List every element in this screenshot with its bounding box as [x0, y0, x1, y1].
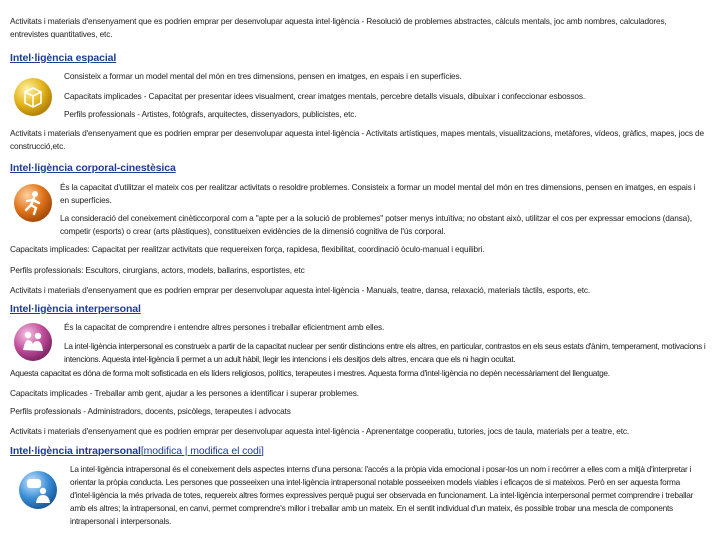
people-hug-icon — [13, 322, 53, 362]
spatial-skills: Capacitats implicades - Capacitat per presentar idees visualment, crear imatges mentals, percebre detalls visuals, dibuixar i confeccionar esbossos. — [64, 91, 586, 101]
interpersonal-profiles: Perfils professionals - Administradors, docents, psicòlegs, terapeutes i advocats — [10, 406, 291, 416]
interpersonal-heading[interactable]: Intel·ligència interpersonal — [10, 303, 141, 315]
intrapersonal-title[interactable]: Intel·ligència intrapersonal — [10, 445, 141, 457]
intrapersonal-description: La intel·ligència intrapersonal és el coneixement dels aspectes interns d'una persona: l'accés a la pròpia vida emocional i posar-los un nom i recórrer a elles com a mitjà d'interpretar i orientar la pròpia conducta. Les persones que posseeixen una intel·ligència intrapersonal notable posseeixen models viables i eficaços de si mateixos. Però en ser aquesta forma d'intel·ligència la més privada de totes, requereix altres formes expressives perquè pugui ser observada en funcionament. La intel·ligència interpersonal permet comprendre i treballar amb els altres; la intrapersonal, en canvi, permet comprendre's millor i treballar amb un mateix. En el sentit individual d'un mateix, és possible trobar una mescla de components intrapersonal i interpersonals. — [70, 464, 694, 526]
edit-source-link[interactable]: modifica el codi — [190, 445, 262, 457]
spatial-heading[interactable]: Intel·ligència espacial — [10, 52, 117, 64]
edit-bracket-open: [ — [140, 445, 144, 457]
interpersonal-activities: Activitats i materials d'ensenyament que es podrien emprar per desenvolupar aquesta intel·ligència - Aprenentatge cooperatiu, tutories, jocs de taula, materials per a teatre, etc. — [10, 426, 630, 436]
kinesthetic-skills: Capacitats implicades: Capacitat per realitzar activitats que requereixen força, rapidesa, flexibilitat, coordinació òculo-manual i equilibri. — [10, 244, 485, 254]
interpersonal-description-2: La intel·ligència interpersonal es construeix a partir de la capacitat nuclear per sentir distincions entre els altres, en particular, contrastos en els seus estats d'ànim, temperament, motivacions i intencions. Aquesta intel·ligència li permet a un adult hàbil, llegir les intencions i els desitjos dels altres, encara que els ni hagin ocultat. — [64, 341, 706, 364]
edit-link[interactable]: modifica — [143, 445, 182, 457]
spatial-description: Consisteix a formar un model mental del món en tres dimensions, pensen en imatges, en espais i en superfícies. — [64, 71, 462, 81]
person-thinking-icon — [18, 470, 58, 510]
edit-bracket-close: ] — [261, 445, 264, 457]
kinesthetic-heading[interactable]: Intel·ligència corporal-cinestèsica — [10, 162, 176, 174]
kinesthetic-description: És la capacitat d'utilitzar el mateix cos per realitzar activitats o resoldre problemes. Consisteix a formar un model mental del món en tres dimensions, pensen en imatges, en espais i en superfícies. — [60, 182, 696, 205]
spatial-profiles: Perfils professionals - Artistes, fotògrafs, arquitectes, dissenyadors, publicistes, etc. — [64, 109, 357, 119]
kinesthetic-profiles: Perfils professionals: Escultors, cirurgians, actors, models, ballarins, esportistes, etc — [10, 265, 305, 275]
cube-icon — [13, 77, 53, 117]
kinesthetic-activities: Activitats i materials d'ensenyament que es podrien emprar per desenvolupar aquesta intel·ligència - Manuals, teatre, dansa, relaxació, materials tàctils, esports, etc. — [10, 285, 591, 295]
interpersonal-description: És la capacitat de comprendre i entendre altres persones i treballar eficientment amb elles. — [64, 322, 385, 332]
intrapersonal-heading — [10, 445, 264, 457]
interpersonal-skills: Capacitats implicades - Treballar amb gent, ajudar a les persones a identificar i superar problemes. — [10, 388, 359, 398]
spatial-activities: Activitats i materials d'ensenyament que es podrien emprar per desenvolupar aquesta intel·ligència - Activitats artístiques, mapes mentals, visualitzacions, metàfores, vídeos, gràfics, mapes, jocs de construcció,etc. — [10, 128, 704, 151]
kinesthetic-description-2: La consideració del coneixement cinèticcorporal com a "apte per a la solució de problemes" potser menys intuïtiva; no obstant això, utilitzar el cos per expressar emocions (dansa), competir (esports) o crear (arts plàstiques), constitueixen evidències de la dimensió cognitiva de l'ús corporal. — [60, 213, 692, 236]
interpersonal-description-3: Aquesta capacitat es dóna de forma molt sofisticada en els líders religiosos, polítics, terapeutes i mestres. Aquesta forma d'intel·ligència no depèn necessàriament del llenguatge. — [10, 368, 610, 378]
intro-activities-text: Activitats i materials d'ensenyament que es podrien emprar per desenvolupar aquesta intel·ligència - Resolució de problemes abstractes, càlculs mentals, joc amb nombres, calculadores, entrevistes quantitatives, etc. — [10, 16, 667, 39]
edit-separator: | — [181, 445, 191, 457]
running-person-icon — [13, 183, 53, 223]
